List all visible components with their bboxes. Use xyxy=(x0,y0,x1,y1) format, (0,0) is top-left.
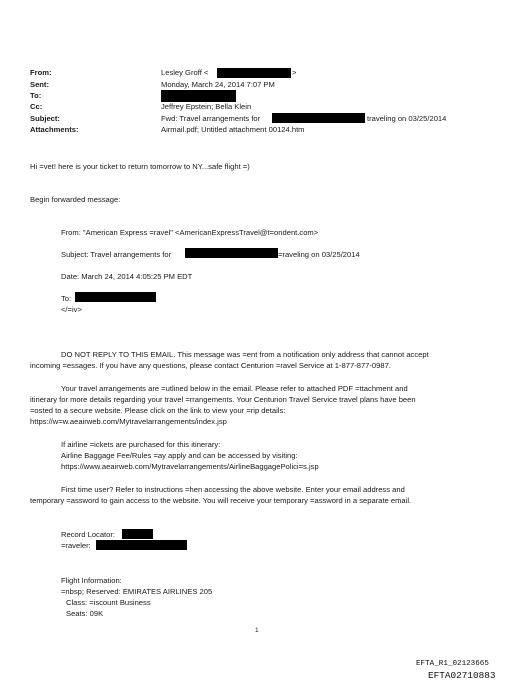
attachments-label: Attachments: xyxy=(30,125,79,134)
baggage-policy-link[interactable]: https://www.aeairweb.com/Mytravelarrangements/AirlineBaggagePolici=s.jsp xyxy=(61,462,319,471)
bates-stamp-secondary: EFTA02710883 xyxy=(428,670,496,681)
arrangements-line-3: =osted to a secure website. Please click on the link to view your =rip details: xyxy=(30,406,286,415)
arrangements-line-1: Your travel arrangements are =utlined below in the email. Please refer to attached PDF =ttachment and xyxy=(61,384,408,393)
redaction-bar xyxy=(96,540,187,550)
flight-info-heading: Flight Information: xyxy=(61,576,122,585)
cc-label: Cc: xyxy=(30,102,43,111)
redaction-bar xyxy=(217,68,291,78)
sent-label: Sent: xyxy=(30,80,49,89)
attachments-value: Airmail.pdf; Untitled attachment 00124.htm xyxy=(161,125,305,134)
flight-seats-line: Seats: 09K xyxy=(66,609,104,618)
subject-label: Subject: xyxy=(30,114,60,123)
redaction-bar xyxy=(161,90,236,102)
from-value-prefix: Lesley Groff < xyxy=(161,68,209,77)
from-value-suffix: > xyxy=(292,68,297,77)
flight-reserved-line: =nbsp; Reserved: EMIRATES AIRLINES 205 xyxy=(61,587,213,596)
redaction-bar xyxy=(272,113,365,123)
cc-value: Jeffrey Epstein; Bella Klein xyxy=(161,102,252,111)
redaction-bar xyxy=(185,248,278,258)
arrangements-line-2: itinerary for more details regarding your travel =rrangements. Your Centurion Travel Service travel plans have been xyxy=(30,395,416,404)
baggage-line-2: Airline Baggage Fee/Rules =ay apply and can be accessed by visiting: xyxy=(61,451,298,460)
first-time-line-2: temporary =assword to gain access to the website. You will receive your temporary =assword in a separate email. xyxy=(30,496,412,505)
greeting-line: Hi =vet! here is your ticket to return tomorrow to NY...safe flight =) xyxy=(30,162,250,171)
first-time-line-1: First time user? Refer to instructions =hen accessing the above website. Enter your email address and xyxy=(61,485,405,494)
fwd-date-line: Date: March 24, 2014 4:05:25 PM EDT xyxy=(61,272,193,281)
notice-line-1: DO NOT REPLY TO THIS EMAIL. This message was =ent from a notification only address that cannot accept xyxy=(61,350,429,359)
subject-value-suffix: traveling on 03/25/2014 xyxy=(367,114,447,123)
sent-value: Monday, March 24, 2014 7:07 PM xyxy=(161,80,275,89)
fwd-to-label: To: xyxy=(61,294,72,303)
record-locator-label: Record Locator: xyxy=(61,530,116,539)
fwd-subject-suffix: =raveling on 03/25/2014 xyxy=(278,250,360,259)
to-label: To: xyxy=(30,91,42,100)
from-label: From: xyxy=(30,68,52,77)
page-number: 1 xyxy=(255,627,259,634)
flight-class-line: Class: =iscount Business xyxy=(66,598,151,607)
traveler-label: =raveler: xyxy=(61,541,91,550)
subject-value-prefix: Fwd: Travel arrangements for xyxy=(161,114,261,123)
fwd-subject-prefix: Subject: Travel arrangements for xyxy=(61,250,172,259)
itinerary-link[interactable]: https://w=w.aeairweb.com/Mytravelarrangements/index.jsp xyxy=(30,417,227,426)
redaction-bar xyxy=(75,292,156,302)
forwarded-intro: Begin forwarded message: xyxy=(30,195,121,204)
notice-line-2: incoming =essages. If you have any questions, please contact Centurion =ravel Service at 1-877-877-0987. xyxy=(30,361,391,370)
redaction-bar xyxy=(122,529,153,539)
bates-stamp-primary: EFTA_R1_02123665 xyxy=(416,660,489,668)
baggage-line-1: If airline =ickets are purchased for this itinerary: xyxy=(61,440,221,449)
fwd-from-line: From: "American Express =ravel" <AmericanExpressTravel@t=ondent.com> xyxy=(61,228,319,237)
fwd-div-tag: </=iv> xyxy=(61,305,82,314)
